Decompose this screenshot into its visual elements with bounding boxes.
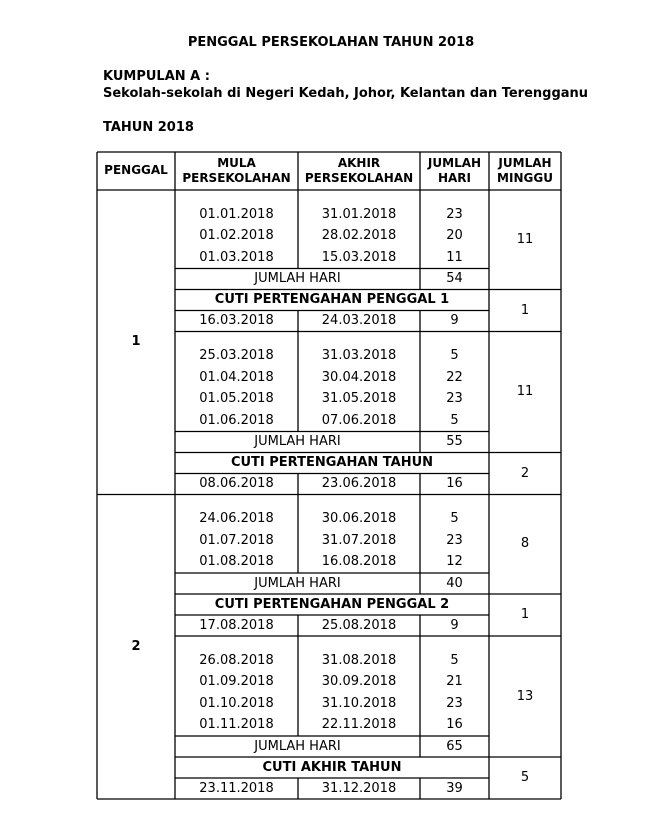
break-start-date: 17.08.2018 (199, 617, 274, 633)
weeks-cell: 11 (516, 231, 534, 247)
start-date-cell: 26.08.2018 (199, 652, 274, 668)
break-days: 9 (450, 313, 459, 328)
jumlah-hari-label: JUMLAH HARI (254, 575, 341, 591)
start-date-cell: 01.02.2018 (199, 228, 274, 244)
start-date-cell: 24.06.2018 (199, 511, 274, 527)
days-cell: 21 (446, 674, 463, 690)
start-date-cell: 01.05.2018 (199, 391, 274, 407)
days-cell: 12 (446, 554, 463, 570)
start-date-cell: 01.04.2018 (199, 369, 274, 385)
start-date-cell: 25.03.2018 (199, 348, 274, 364)
end-date-cell: 31.05.2018 (321, 391, 397, 407)
weeks-cell: 11 (516, 384, 534, 399)
weeks-cell: 13 (516, 688, 534, 704)
jumlah-hari-total: 55 (446, 434, 463, 449)
days-cell: 5 (450, 412, 459, 428)
header-penggal: PENGGAL (104, 163, 168, 177)
end-date-cell: 31.07.2018 (321, 532, 397, 548)
start-date-cell: 01.07.2018 (199, 532, 274, 548)
end-date-cell: 30.04.2018 (321, 369, 397, 385)
end-date-cell: 31.08.2018 (321, 652, 397, 668)
jumlah-hari-total: 54 (446, 271, 463, 286)
weeks-cell: 8 (520, 536, 530, 552)
days-cell: 23 (446, 206, 463, 222)
end-date-cell: 30.06.2018 (321, 511, 397, 527)
document-title: PENGGAL PERSEKOLAHAN TAHUN 2018 (187, 35, 475, 50)
penggal-number: 1 (131, 334, 141, 350)
days-cell: 5 (450, 348, 459, 364)
days-cell: 20 (446, 228, 463, 244)
days-cell: 5 (450, 511, 459, 527)
penggal-number: 2 (131, 638, 141, 654)
jumlah-hari-label: JUMLAH HARI (254, 738, 341, 754)
break-days: 39 (446, 780, 463, 796)
break-days: 9 (450, 617, 459, 633)
days-cell: 16 (446, 717, 463, 733)
break-start-date: 08.06.2018 (199, 476, 274, 491)
start-date-cell: 01.06.2018 (199, 412, 274, 428)
break-days: 16 (446, 476, 463, 491)
break-end-date: 25.08.2018 (321, 617, 397, 633)
weeks-cell: 1 (520, 302, 530, 318)
header-jumlah-minggu: JUMLAH MINGGU (497, 156, 553, 185)
break-title: CUTI PERTENGAHAN PENGGAL 2 (214, 596, 450, 612)
break-end-date: 24.03.2018 (321, 313, 397, 328)
header-jumlah-hari: JUMLAH HARI (427, 156, 482, 185)
end-date-cell: 30.09.2018 (321, 674, 397, 690)
end-date-cell: 22.11.2018 (321, 717, 397, 733)
jumlah-hari-label: JUMLAH HARI (254, 271, 341, 286)
start-date-cell: 01.03.2018 (199, 249, 274, 265)
end-date-cell: 28.02.2018 (321, 228, 397, 244)
end-date-cell: 31.01.2018 (321, 206, 397, 222)
end-date-cell: 31.10.2018 (321, 695, 397, 711)
start-date-cell: 01.09.2018 (199, 674, 274, 690)
days-cell: 5 (450, 652, 459, 668)
end-date-cell: 16.08.2018 (321, 554, 397, 570)
weeks-cell: 1 (520, 607, 530, 622)
break-title: CUTI PERTENGAHAN TAHUN (230, 455, 434, 470)
break-start-date: 23.11.2018 (199, 780, 274, 796)
weeks-cell: 2 (520, 465, 530, 481)
start-date-cell: 01.08.2018 (199, 554, 274, 570)
days-cell: 11 (446, 249, 463, 265)
group-label: KUMPULAN A : (103, 69, 210, 84)
end-date-cell: 07.06.2018 (321, 412, 397, 428)
year-label: TAHUN 2018 (103, 120, 194, 135)
break-end-date: 31.12.2018 (321, 780, 397, 796)
days-cell: 23 (446, 391, 463, 407)
weeks-cell: 5 (520, 770, 530, 785)
days-cell: 23 (446, 532, 463, 548)
break-end-date: 23.06.2018 (321, 476, 397, 491)
break-start-date: 16.03.2018 (199, 313, 274, 328)
header-akhir: AKHIR PERSEKOLAHAN (304, 156, 414, 185)
start-date-cell: 01.01.2018 (199, 206, 274, 222)
start-date-cell: 01.11.2018 (199, 717, 274, 733)
header-mula: MULA PERSEKOLAHAN (182, 156, 291, 185)
days-cell: 23 (446, 695, 463, 711)
jumlah-hari-label: JUMLAH HARI (254, 434, 341, 449)
break-title: CUTI PERTENGAHAN PENGGAL 1 (214, 292, 450, 307)
break-title: CUTI AKHIR TAHUN (262, 759, 402, 775)
end-date-cell: 15.03.2018 (321, 249, 397, 265)
end-date-cell: 31.03.2018 (321, 348, 397, 364)
jumlah-hari-total: 65 (446, 738, 463, 754)
days-cell: 22 (446, 369, 463, 385)
start-date-cell: 01.10.2018 (199, 695, 274, 711)
group-description: Sekolah-sekolah di Negeri Kedah, Johor, Kelantan dan Terengganu (103, 86, 589, 101)
jumlah-hari-total: 40 (446, 575, 463, 591)
